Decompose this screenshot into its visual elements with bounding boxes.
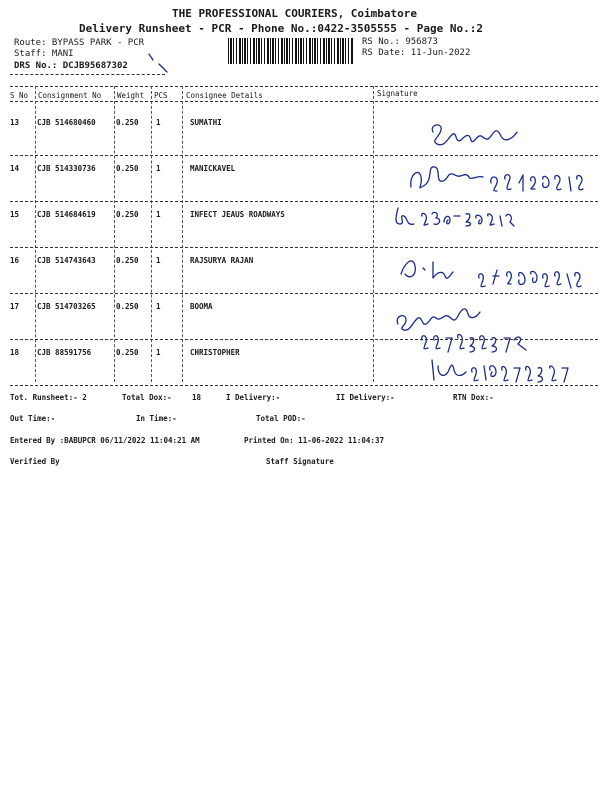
col-sno: S No — [10, 91, 29, 100]
row-consignment: CJB 88591756 — [37, 348, 92, 357]
runsheet-subtitle: Delivery Runsheet - PCR - Phone No.:0422-3505555 - Page No.:2 — [79, 22, 483, 35]
staff-label: Staff: MANI — [14, 49, 74, 59]
col-signature: Signature — [377, 89, 418, 98]
row-consignment: CJB 514680460 — [37, 118, 96, 127]
i-delivery: I Delivery:- — [226, 393, 281, 402]
printed-on: Printed On: 11-06-2022 11:04:37 — [244, 436, 384, 445]
row-divider — [10, 247, 598, 248]
row-weight: 0.250 — [116, 210, 139, 219]
signature-row-16 — [395, 252, 595, 297]
row-weight: 0.250 — [116, 302, 139, 311]
row-weight: 0.250 — [116, 256, 139, 265]
row-pcs: 1 — [156, 256, 161, 265]
pen-mark — [145, 52, 175, 74]
drs-number: DRS No.: DCJB95687302 — [14, 61, 128, 71]
total-dox-value: 18 — [192, 393, 202, 402]
entered-by: Entered By :BABUPCR 06/11/2022 11:04:21 AM — [10, 436, 200, 445]
col-consignee: Consignee Details — [186, 91, 263, 100]
row-consignee: SUMATHI — [190, 118, 222, 127]
row-consignee: CHRISTOPHER — [190, 348, 240, 357]
out-time: Out Time:- — [10, 414, 56, 423]
row-pcs: 1 — [156, 302, 161, 311]
row-consignment: CJB 514703265 — [37, 302, 96, 311]
row-consignment: CJB 514684619 — [37, 210, 96, 219]
signature-row-14 — [405, 157, 595, 199]
company-title: THE PROFESSIONAL COURIERS, Coimbatore — [172, 7, 418, 20]
tot-runsheet: Tot. Runsheet:- 2 — [10, 393, 87, 402]
row-consignment: CJB 514330736 — [37, 164, 96, 173]
total-pod: Total POD:- — [256, 414, 306, 423]
row-pcs: 1 — [156, 210, 161, 219]
row-weight: 0.250 — [116, 118, 139, 127]
col-sep — [151, 86, 152, 382]
staff-signature: Staff Signature — [266, 457, 334, 466]
row-consignee: INFECT JEAUS ROADWAYS — [190, 210, 285, 219]
barcode — [228, 38, 354, 64]
row-weight: 0.250 — [116, 164, 139, 173]
in-time: In Time:- — [136, 414, 177, 423]
col-sep — [35, 86, 36, 382]
signature-row-18 — [426, 352, 586, 388]
signature-row-15 — [392, 202, 522, 234]
row-consignee: MANICKAVEL — [190, 164, 236, 173]
signature-row-13 — [425, 118, 535, 154]
rtn-dox: RTN Dox:- — [453, 393, 494, 402]
top-divider — [10, 74, 165, 75]
row-sno: 14 — [10, 164, 20, 173]
row-pcs: 1 — [156, 348, 161, 357]
header-bottom-rule — [10, 101, 598, 102]
row-weight: 0.250 — [116, 348, 139, 357]
ii-delivery: II Delivery:- — [336, 393, 395, 402]
row-sno: 16 — [10, 256, 20, 265]
row-consignee: RAJSURYA RAJAN — [190, 256, 254, 265]
row-consignment: CJB 514743643 — [37, 256, 96, 265]
rs-number: RS No.: 956873 — [362, 37, 438, 47]
col-pcs: PCS — [154, 91, 168, 100]
row-sno: 15 — [10, 210, 20, 219]
row-sno: 17 — [10, 302, 20, 311]
header-top-rule — [10, 86, 598, 87]
col-consignment: Consignment No — [38, 91, 102, 100]
total-dox-label: Total Dox:- — [122, 393, 172, 402]
col-sep — [114, 86, 115, 382]
verified-by: Verified By — [10, 457, 60, 466]
col-sep — [373, 86, 374, 382]
col-sep — [182, 86, 183, 382]
row-sno: 13 — [10, 118, 20, 127]
row-consignee: BOOMA — [190, 302, 213, 311]
row-pcs: 1 — [156, 118, 161, 127]
row-pcs: 1 — [156, 164, 161, 173]
col-weight: Weight — [117, 91, 145, 100]
row-divider — [10, 155, 598, 156]
rs-date: RS Date: 11-Jun-2022 — [362, 48, 471, 58]
route-label: Route: BYPASS PARK - PCR — [14, 38, 145, 48]
row-sno: 18 — [10, 348, 20, 357]
